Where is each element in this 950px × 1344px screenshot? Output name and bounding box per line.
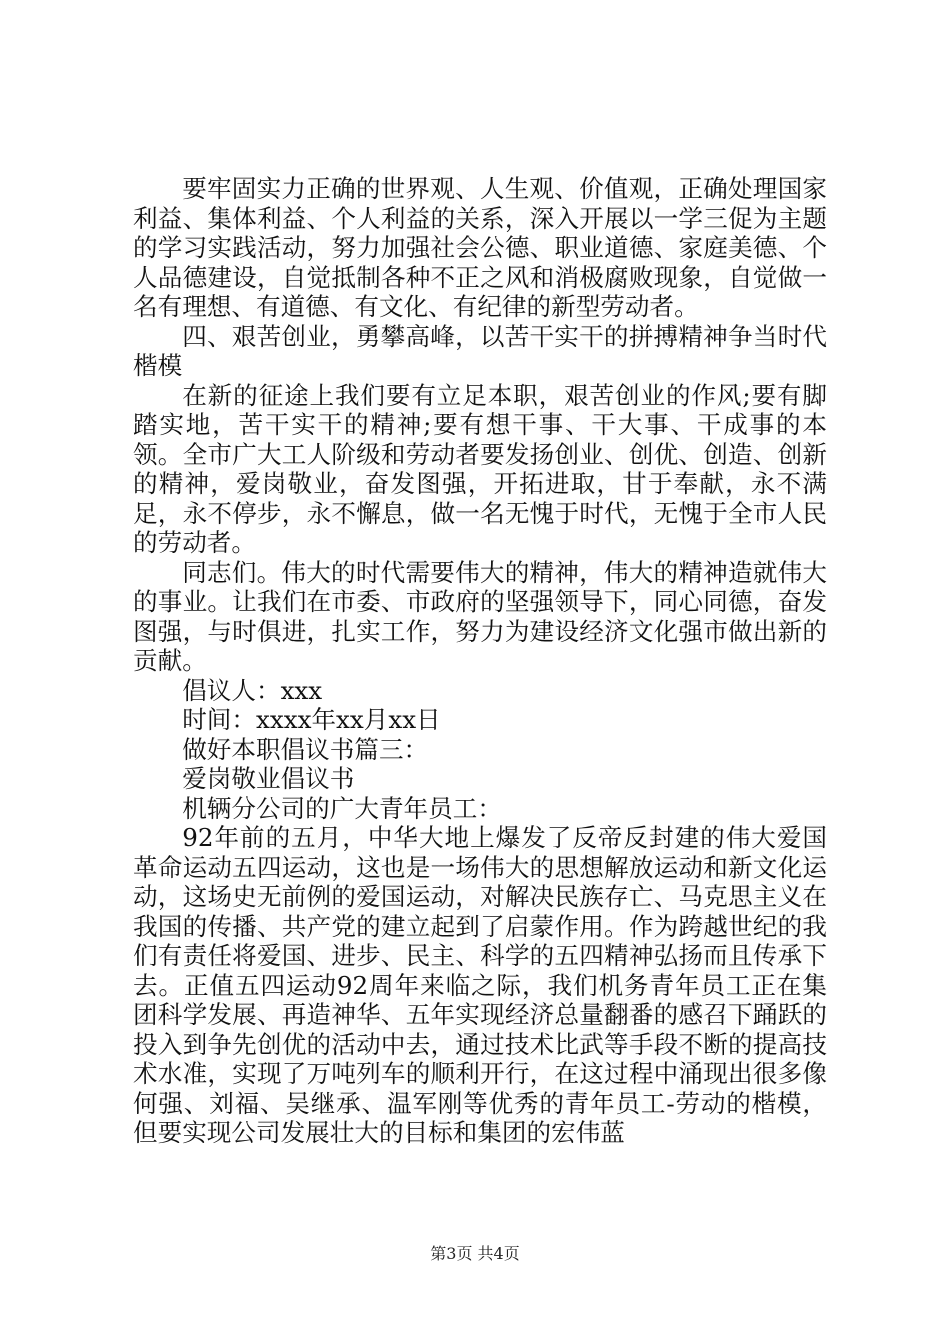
page-footer: 第3页 共4页 bbox=[430, 1244, 520, 1263]
paragraph-hard-work: 在新的征途上我们要有立足本职，艰苦创业的作风;要有脚踏实地，苦干实干的精神;要有想干事、干大事、干成事的本领。全市广大工人阶级和劳动者要发扬创业、创优、创造、创新的精神，爱岗敬业，奋发图强，开拓进取，甘于奉献，永不满足，永不停步，永不懈息，做一名无愧于时代，无愧于全市人民的劳动者。 bbox=[133, 380, 827, 557]
salutation: 机辆分公司的广大青年员工： bbox=[182, 793, 502, 823]
paragraph-moral-education: 要牢固实力正确的世界观、人生观、价值观，正确处理国家利益、集体利益、个人利益的关系，深入开展以一学三促为主题的学习实践活动，努力加强社会公德、职业道德、家庭美德、个人品德建设，自觉抵制各种不正之风和消极腐败现象，自觉做一名有理想、有道德、有文化、有纪律的新型劳动者。 bbox=[133, 174, 827, 321]
section-heading-four: 四、艰苦创业，勇攀高峰，以苦干实干的拼搏精神争当时代楷模 bbox=[133, 321, 827, 380]
proposal-title: 爱岗敬业倡议书 bbox=[182, 764, 355, 793]
article-three-heading: 做好本职倡议书篇三： bbox=[182, 734, 429, 764]
proposer-line: 倡议人：xxx bbox=[182, 675, 323, 705]
document-body bbox=[133, 174, 827, 1148]
paragraph-may-fourth: 92年前的五月，中华大地上爆发了反帝反封建的伟大爱国革命运动五四运动，这也是一场伟大的思想解放运动和新文化运动，这场史无前例的爱国运动，对解决民族存亡、马克思主义在我国的传播、共产党的建立起到了启蒙作用。作为跨越世纪的我们有责任将爱国、进步、民主、科学的五四精神弘扬而且传承下去。正值五四运动92周年来临之际，我们机务青年员工正在集团科学发展、再造神华、五年实现经济总量翻番的感召下踊跃的投入到争先创优的活动中去，通过技术比武等手段不断的提高技术水准，实现了万吨列车的顺利开行，在这过程中涌现出很多像何强、刘福、吴继承、温军刚等优秀的青年员工-劳动的楷模，但要实现公司发展壮大的目标和集团的宏伟蓝 bbox=[133, 823, 827, 1147]
date-line: 时间：xxxx年xx月xx日 bbox=[182, 705, 441, 734]
paragraph-comrades: 同志们。伟大的时代需要伟大的精神，伟大的精神造就伟大的事业。让我们在市委、市政府的坚强领导下，同心同德，奋发图强，与时俱进，扎实工作，努力为建设经济文化强市做出新的贡献。 bbox=[133, 557, 827, 675]
